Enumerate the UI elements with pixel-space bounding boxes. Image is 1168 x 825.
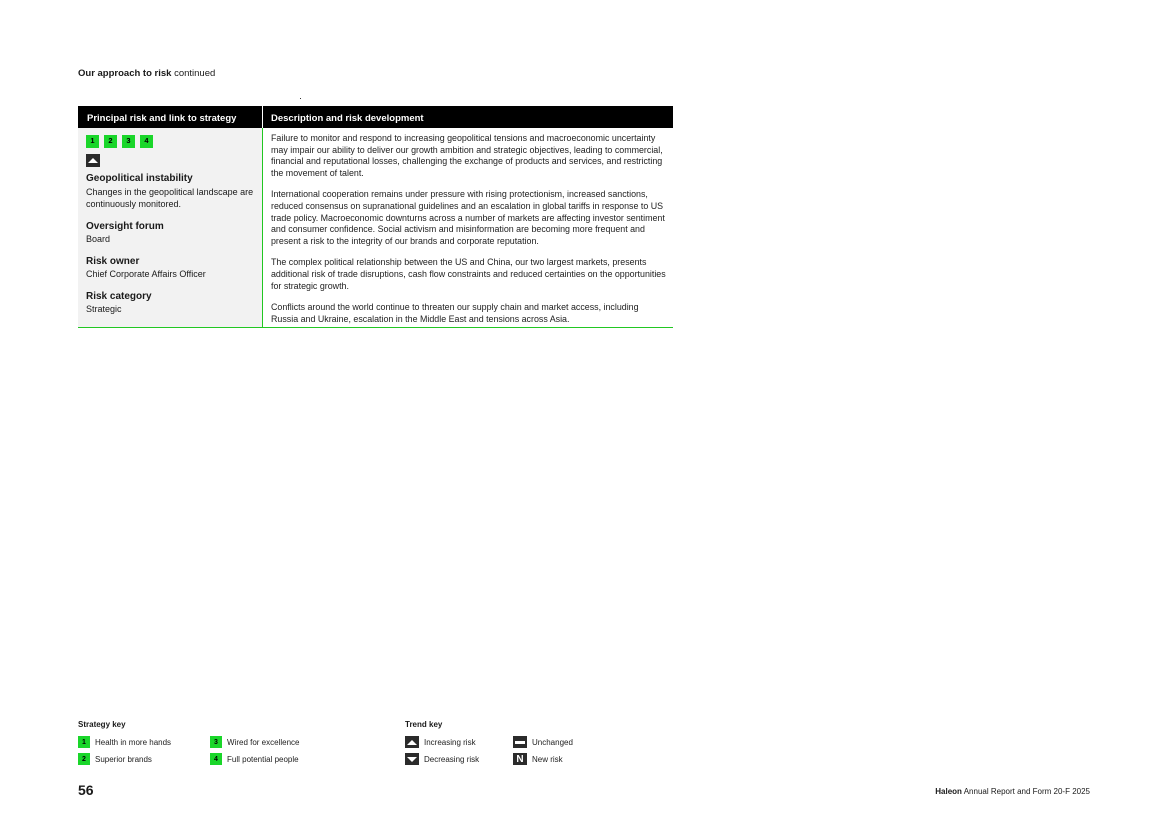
strategy-key-title: Strategy key xyxy=(78,720,126,729)
trend-key-item xyxy=(405,736,476,748)
increasing-risk-icon xyxy=(86,154,100,167)
col-header-risk: Principal risk and link to strategy xyxy=(78,106,263,128)
strategy-badge-3: 3 xyxy=(210,736,222,748)
strategy-key-label: Health in more hands xyxy=(95,737,172,747)
description-paragraph: The complex political relationship between the US and China, our two largest markets, presents additional risk of trade disruptions, cash flow constraints and reduced certainties on the opportunities for strategic growth. xyxy=(271,257,666,291)
strategy-badge-1: 1 xyxy=(78,736,90,748)
strategy-key-label: Superior brands xyxy=(95,754,152,764)
strategy-key-item xyxy=(78,753,152,765)
unchanged-icon xyxy=(513,736,527,748)
trend-key-item xyxy=(405,753,479,765)
risk-table xyxy=(78,106,673,328)
owner-value: Chief Corporate Affairs Officer xyxy=(86,269,206,279)
oversight-label: Oversight forum xyxy=(86,220,164,232)
strategy-key-label: Full potential people xyxy=(227,754,299,764)
trend-key-label: Unchanged xyxy=(532,737,573,747)
strategy-badge-4: 4 xyxy=(140,135,153,148)
section-title: Our approach to risk continued xyxy=(78,68,216,79)
trend-key-label: Decreasing risk xyxy=(424,754,480,764)
increasing-icon xyxy=(405,736,419,748)
trend-key-item xyxy=(513,753,563,765)
strategy-key-item xyxy=(210,753,299,765)
strategy-badge-4: 4 xyxy=(210,753,222,765)
trend-key-title: Trend key xyxy=(405,720,443,729)
strategy-key-item xyxy=(78,736,171,748)
col-header-description: Description and risk development xyxy=(271,113,424,124)
description-paragraph: International cooperation remains under pressure with rising protectionism, increased sanctions, reduced consensus on supranational guidelines and an escalation in global tariffs in response to US trade policy. Macroeconomic downturns across a number of markets are affecting investor sentiment and consumer confidence. Social activism and misinformation are becoming more frequent and present a risk to the integrity of our brands and corporate reputation. xyxy=(271,189,665,246)
risk-description-cell xyxy=(263,128,673,327)
stray-dot xyxy=(300,98,301,99)
strategy-badge-1: 1 xyxy=(86,135,99,148)
risk-summary: Changes in the geopolitical landscape are continuously monitored. xyxy=(86,186,254,209)
strategy-links xyxy=(86,135,254,148)
strategy-badge-3: 3 xyxy=(122,135,135,148)
description-paragraph: Conflicts around the world continue to threaten our supply chain and market access, including Russia and Ukraine, escalation in the Middle East and tensions across Asia. xyxy=(271,302,639,324)
trend-key-label: New risk xyxy=(532,754,563,764)
risk-summary-cell xyxy=(78,128,263,327)
strategy-badge-2: 2 xyxy=(104,135,117,148)
category-label: Risk category xyxy=(86,290,152,302)
oversight-value: Board xyxy=(86,234,111,244)
owner-label: Risk owner xyxy=(86,255,140,267)
risk-name: Geopolitical instability xyxy=(86,173,193,184)
table-row xyxy=(78,128,673,328)
footer-title: Haleon Annual Report and Form 20-F 2025 xyxy=(935,787,1090,796)
decreasing-icon xyxy=(405,753,419,765)
strategy-key-label: Wired for excellence xyxy=(227,737,300,747)
trend-key-item xyxy=(513,736,573,748)
trend-key-label: Increasing risk xyxy=(424,737,476,747)
strategy-badge-2: 2 xyxy=(78,753,90,765)
page-number: 56 xyxy=(78,782,94,798)
table-header xyxy=(78,106,673,128)
description-paragraph: Failure to monitor and respond to increasing geopolitical tensions and macroeconomic uncertainty may impair our ability to deliver our growth ambition and strategic objectives, leading to commercial, financial and reputational losses, challenging the exchange of products and services, and restricting the movement of talent. xyxy=(271,133,663,178)
strategy-key-item xyxy=(210,736,299,748)
new-risk-icon: N xyxy=(513,753,527,765)
category-value: Strategic xyxy=(86,304,122,314)
